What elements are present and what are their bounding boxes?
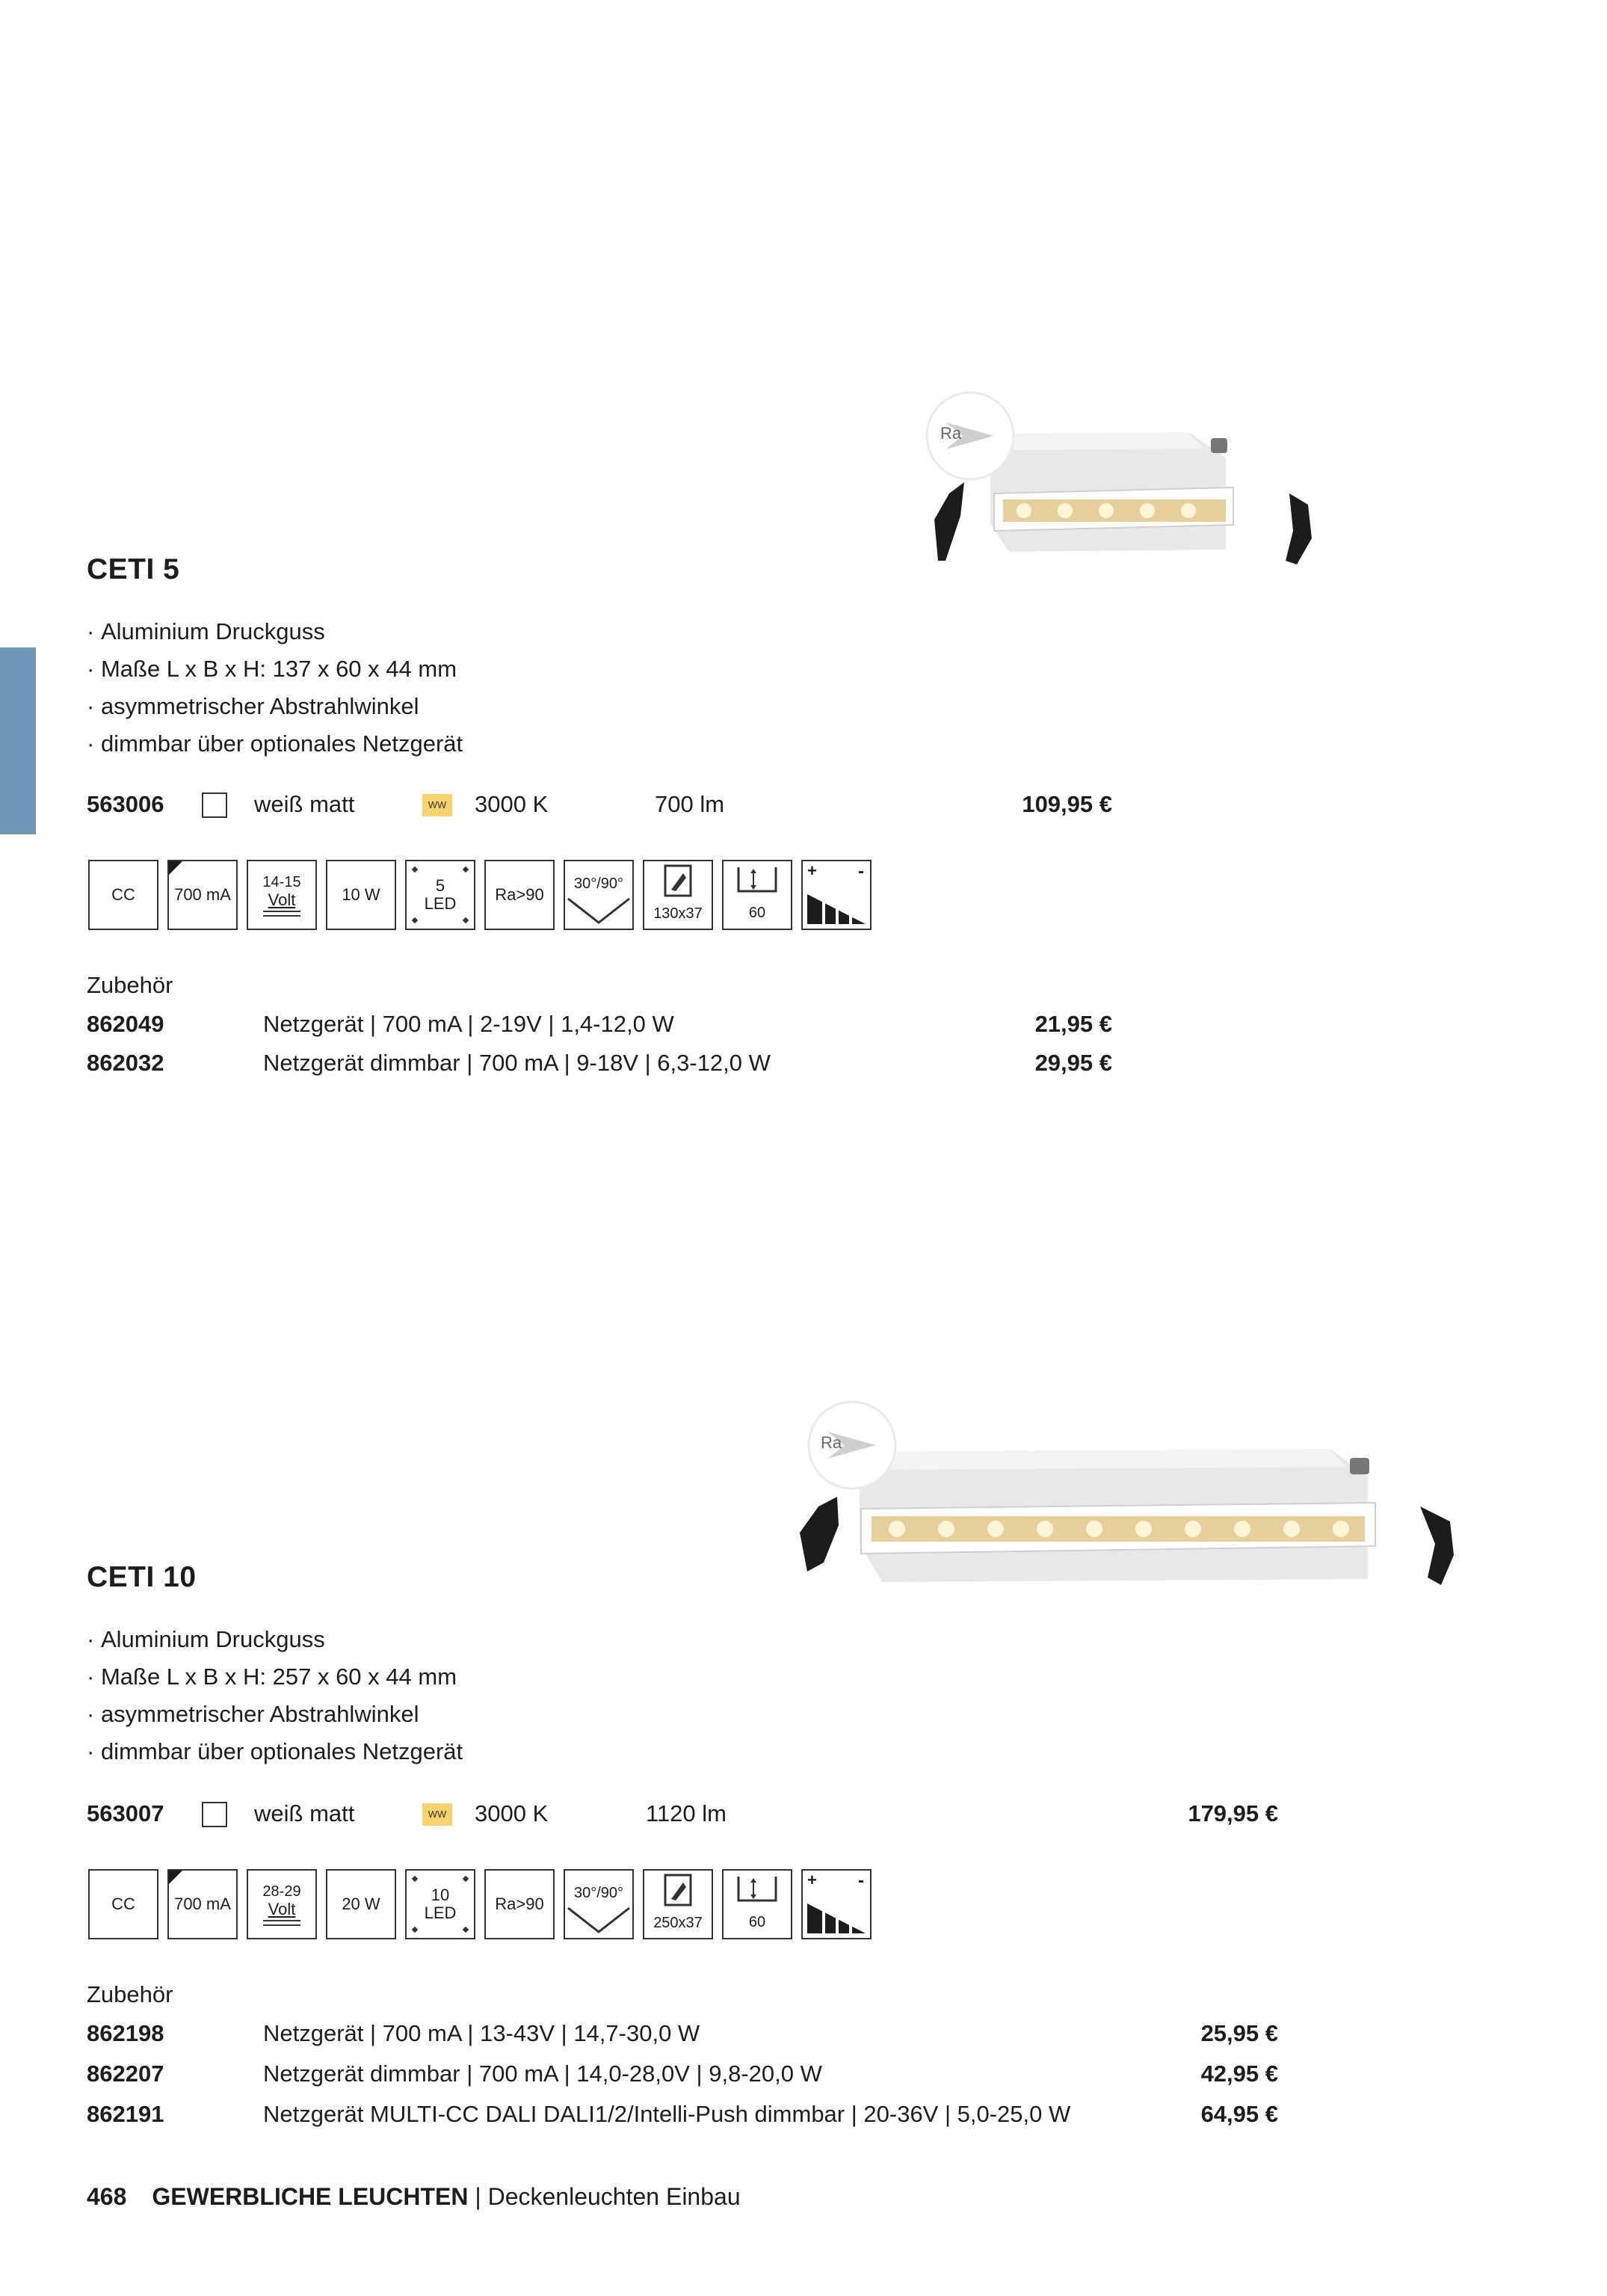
accessory-article: 862207 [87,2060,164,2087]
feature-list [87,1621,463,1770]
accessories-label: Zubehör [87,1981,173,2007]
accessory-price: 42,95 € [1200,2060,1278,2087]
current-icon: 700 mA [167,860,238,930]
wattage-icon: 20 W [326,1869,396,1939]
color-rendering-icon: Ra>90 [484,860,555,930]
color-temperature: 3000 K [475,1800,549,1826]
accessory-description: Netzgerät dimmbar | 700 mA | 9-18V | 6,3-12,0 W [263,1050,771,1076]
voltage-icon: 28-29 Volt [247,1869,317,1939]
product-title: CETI 10 [87,1561,197,1593]
feature-item: · Maße L x B x H: 257 x 60 x 44 mm [87,1658,463,1696]
accessory-price: 25,95 € [1200,2020,1278,2046]
warm-white-badge: WW [422,794,452,816]
dimmable-icon: + - [801,1869,872,1939]
accessory-price: 29,95 € [1034,1050,1112,1076]
current-icon: 700 mA [167,1869,238,1939]
accessory-article: 862032 [87,1050,164,1076]
feature-item: · Aluminium Druckguss [87,1621,463,1658]
feature-list [87,613,463,763]
product-image-ceti-5 [919,389,1323,568]
accessory-description: Netzgerät | 700 mA | 13-43V | 14,7-30,0 W [263,2020,700,2046]
feature-item: · Aluminium Druckguss [87,613,463,650]
product-image-ceti-10 [777,1398,1465,1592]
color-temperature: 3000 K [475,791,549,817]
constant-current-icon: CC [88,860,158,930]
article-number: 563006 [87,791,164,817]
ra-badge-text: Ra [821,1433,842,1452]
color-swatch [202,792,227,818]
feature-item: · Maße L x B x H: 137 x 60 x 44 mm [87,650,463,688]
cutout-icon: 250x37 [643,1869,713,1939]
page-footer [87,2183,741,2211]
led-icon: 5 LED [405,860,475,930]
feature-item: · asymmetrischer Abstrahlwinkel [87,1696,463,1733]
accessory-article: 862191 [87,2101,164,2127]
price: 179,95 € [1188,1800,1278,1826]
luminous-flux: 700 lm [655,791,725,817]
footer-section: GEWERBLICHE LEUCHTEN [152,2183,469,2210]
feature-item: · asymmetrischer Abstrahlwinkel [87,688,463,725]
dimmable-icon: + - [801,860,872,930]
accessory-article: 862198 [87,2020,164,2046]
price: 109,95 € [1022,791,1112,817]
constant-current-icon: CC [88,1869,158,1939]
led-icon: 10 LED [405,1869,475,1939]
accessories-label: Zubehör [87,972,173,998]
accessory-description: Netzgerät dimmbar | 700 mA | 14,0-28,0V | 9,8-20,0 W [263,2060,822,2087]
installation-depth-icon: 60 [722,1869,792,1939]
cutout-icon: 130x37 [643,860,713,930]
beam-angle-icon: 30°/90° [564,860,634,930]
footer-subsection: Deckenleuchten Einbau [487,2183,741,2210]
luminous-flux: 1120 lm [646,1800,727,1826]
installation-depth-icon: 60 [722,860,792,930]
article-number: 563007 [87,1800,164,1826]
beam-angle-icon: 30°/90° [564,1869,634,1939]
accessory-price: 64,95 € [1200,2101,1278,2127]
color-swatch [202,1802,227,1827]
ra-badge-text: Ra [940,424,962,443]
product-title: CETI 5 [87,553,180,585]
wattage-icon: 10 W [326,860,396,930]
accessory-article: 862049 [87,1011,164,1037]
color-rendering-icon: Ra>90 [484,1869,555,1939]
accessory-description: Netzgerät MULTI-CC DALI DALI1/2/Intelli-Push dimmbar | 20-36V | 5,0-25,0 W [263,2101,1071,2127]
accessory-price: 21,95 € [1034,1011,1112,1037]
color-name: weiß matt [254,1800,355,1826]
accessory-description: Netzgerät | 700 mA | 2-19V | 1,4-12,0 W [263,1011,674,1037]
feature-item: · dimmbar über optionales Netzgerät [87,1733,463,1770]
footer-separator: | [468,2183,488,2210]
warm-white-badge: WW [422,1803,452,1826]
section-tab [0,647,36,834]
feature-item: · dimmbar über optionales Netzgerät [87,725,463,763]
color-name: weiß matt [254,791,355,817]
page-number: 468 [87,2183,127,2210]
voltage-icon: 14-15 Volt [247,860,317,930]
